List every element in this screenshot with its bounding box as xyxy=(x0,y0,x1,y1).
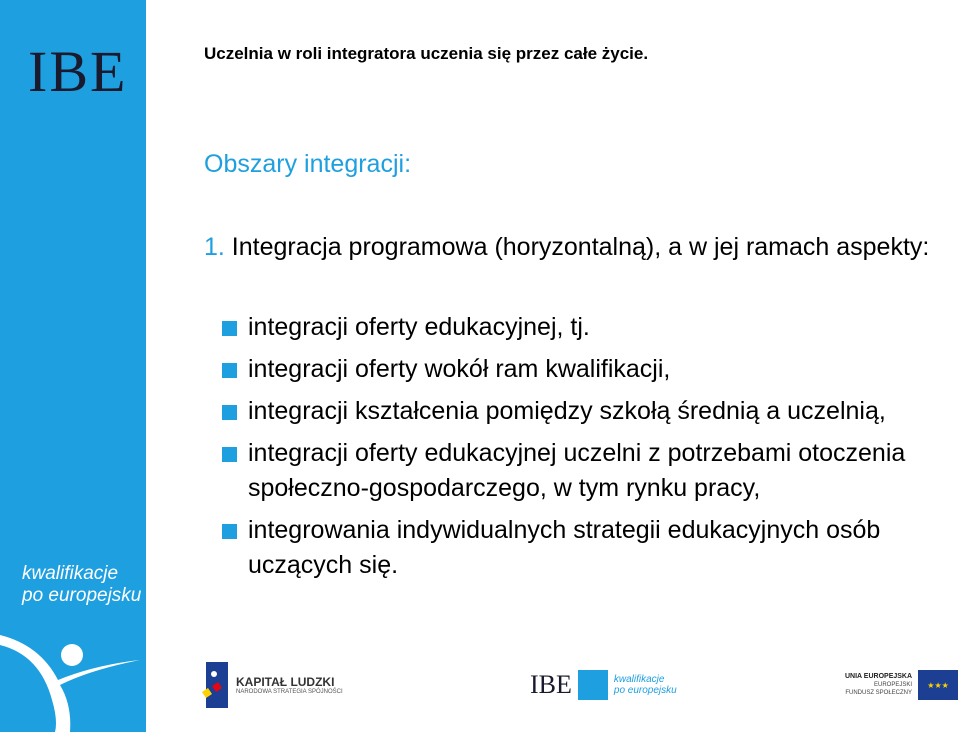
slide-title: Obszary integracji: xyxy=(204,150,412,178)
bullet-square-icon xyxy=(222,321,237,336)
eu-logo xyxy=(845,660,958,710)
ibe-logo: IBE xyxy=(28,39,128,104)
ibe-tag-2: po europejsku xyxy=(613,685,677,696)
kapital-subtitle: NARODOWA STRATEGIA SPÓJNOŚCI xyxy=(236,689,343,695)
bullet-list xyxy=(222,310,942,590)
eu-line-2: EUROPEJSKI xyxy=(874,682,913,688)
ibe-footer-logo xyxy=(530,660,677,710)
sidebar xyxy=(0,0,146,732)
tagline-line-1: kwalifikacje xyxy=(22,563,119,584)
figure-small-icon xyxy=(578,670,608,700)
figure-logo-icon xyxy=(0,625,146,732)
kapital-ludzki-emblem-icon xyxy=(200,662,230,708)
sidebar-tagline xyxy=(22,563,141,607)
ibe-footer-text: IBE xyxy=(530,670,572,699)
ibe-tag-1: kwalifikacje xyxy=(613,674,665,685)
list-item-text: integracji oferty edukacyjnej uczelni z potrzebami otoczenia społeczno-gospodarczego, w tym rynku pracy, xyxy=(248,439,906,502)
bullet-square-icon xyxy=(222,524,237,539)
list-item-text: integracji oferty wokół ram kwalifikacji, xyxy=(248,355,671,383)
list-number: 1. xyxy=(204,233,225,261)
list-item xyxy=(222,394,942,429)
eu-flag-icon: ★★★ xyxy=(918,670,958,700)
list-item xyxy=(222,513,942,583)
eu-line-1: UNIA EUROPEJSKA xyxy=(845,673,913,680)
kapital-ludzki-logo xyxy=(200,660,343,710)
bullet-square-icon xyxy=(222,363,237,378)
tagline-line-2: po europejsku xyxy=(22,585,142,606)
bullet-square-icon xyxy=(222,447,237,462)
bullet-square-icon xyxy=(222,405,237,420)
list-item-text: integrowania indywidualnych strategii edukacyjnych osób uczących się. xyxy=(248,516,881,579)
list-item xyxy=(222,436,942,506)
eu-line-3: FUNDUSZ SPOŁECZNY xyxy=(845,690,913,696)
intro-paragraph xyxy=(204,227,949,268)
list-item-text: integracji kształcenia pomiędzy szkołą średnią a uczelnią, xyxy=(248,397,886,425)
kapital-title: KAPITAŁ LUDZKI xyxy=(236,675,335,689)
intro-text: Integracja programowa (horyzontalną), a w jej ramach aspekty: xyxy=(224,233,930,261)
list-item-text: integracji oferty edukacyjnej, tj. xyxy=(248,313,590,341)
slide-header: Uczelnia w roli integratora uczenia się przez całe życie. xyxy=(204,44,649,63)
list-item xyxy=(222,310,942,345)
list-item xyxy=(222,352,942,387)
